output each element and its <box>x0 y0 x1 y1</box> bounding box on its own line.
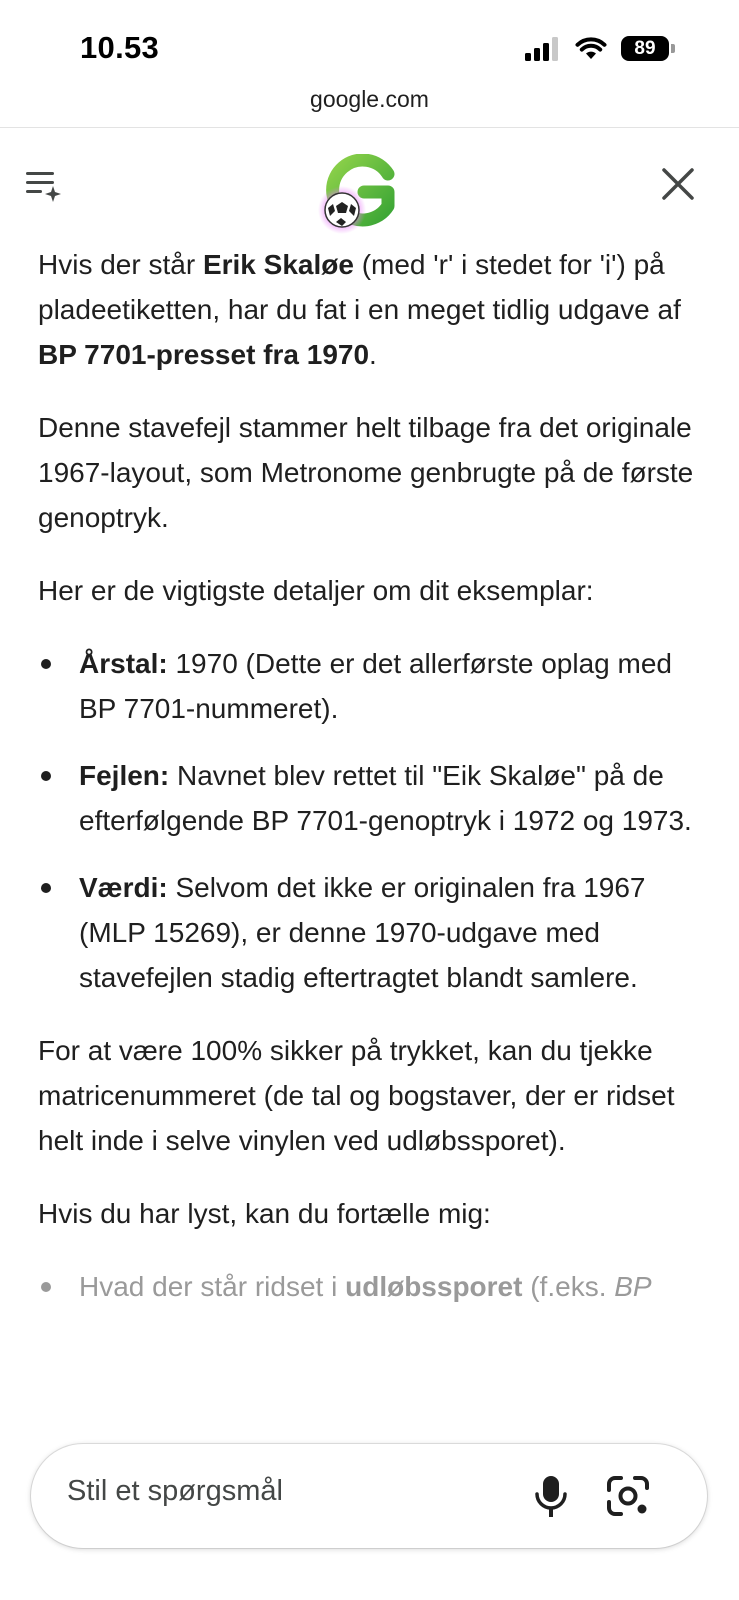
menu-sparkle-icon[interactable] <box>20 162 68 210</box>
close-icon[interactable] <box>656 162 700 206</box>
list-item: Fejlen: Navnet blev rettet til "Eik Skaløe" på de efterfølgende BP 7701-genoptryk i 1972 og 1973. <box>38 753 708 843</box>
status-bar <box>0 0 739 92</box>
details-list <box>38 641 708 1000</box>
list-item: Hvad der står ridset i udløbssporet (f.eks. BP <box>38 1264 708 1309</box>
battery-tip <box>671 44 675 53</box>
google-football-logo <box>316 154 400 234</box>
battery-icon <box>621 36 675 61</box>
paragraph-question: Hvis du har lyst, kan du fortælle mig: <box>38 1198 491 1229</box>
paragraph-misspelling: Denne stavefejl stammer helt tilbage fra det originale 1967-layout, som Metronome genbrugte på de første genoptryk. <box>38 412 694 533</box>
paragraph-intro: Hvis der står Erik Skaløe (med 'r' i stedet for 'i') på pladeetiketten, har du fat i en meget tidlig udgave af BP 7701-presset fra 1970. <box>38 249 681 370</box>
divider <box>0 127 739 128</box>
camera-lens-icon[interactable] <box>603 1472 653 1520</box>
search-input[interactable] <box>31 1444 707 1548</box>
list-item: Værdi: Selvom det ikke er originalen fra 1967 (MLP 15269), er denne 1970-udgave med stavefejlen stadig eftertragtet blandt samlere. <box>38 865 708 1000</box>
battery-level: 89 <box>621 36 669 61</box>
paragraph-matrix: For at være 100% sikker på trykket, kan du tjekke matricenummeret (de tal og bogstaver, der er ridset helt inde i selve vinylen ved udløbssporet). <box>38 1035 675 1156</box>
paragraph-details-intro: Her er de vigtigste detaljer om dit eksemplar: <box>38 575 594 606</box>
url-bar[interactable]: google.com <box>310 86 429 112</box>
wifi-icon <box>575 37 607 61</box>
toolbar <box>0 140 739 240</box>
bold-name: Erik Skaløe <box>202 249 354 280</box>
microphone-icon[interactable] <box>529 1472 573 1520</box>
status-icons <box>525 36 675 61</box>
status-time: 10.53 <box>80 30 160 65</box>
answer-content <box>38 242 708 1337</box>
question-list <box>38 1264 708 1309</box>
signal-icon <box>525 37 561 61</box>
bold-pressing: BP 7701-presset fra 1970 <box>38 339 370 370</box>
list-item: Årstal: 1970 (Dette er det allerførste oplag med BP 7701-nummeret). <box>38 641 708 731</box>
search-placeholder[interactable]: Stil et spørgsmål <box>67 1475 283 1507</box>
